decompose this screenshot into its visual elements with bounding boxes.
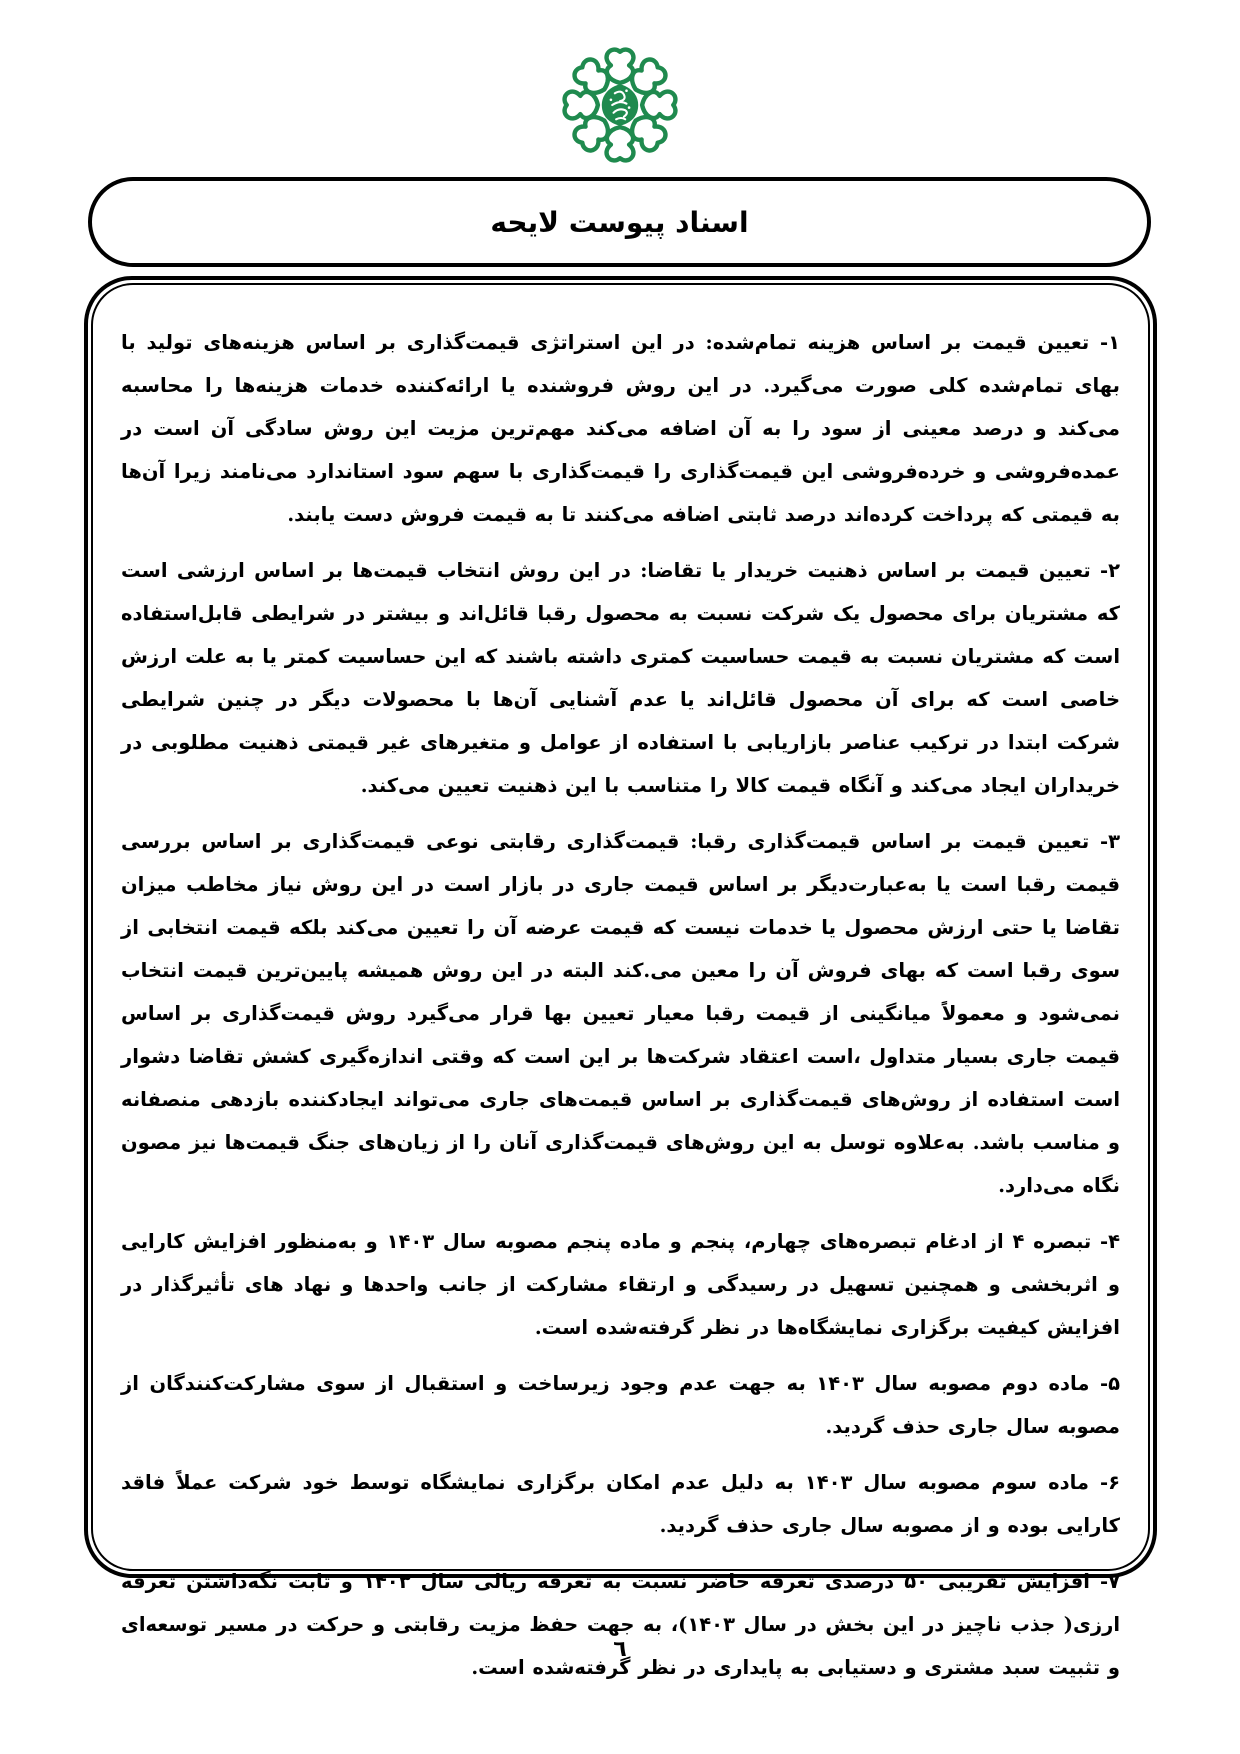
page-number: ٦ [613, 1636, 627, 1662]
title-banner [88, 177, 1151, 267]
paragraph-3: ۳- تعیین قیمت بر اساس قیمت‌گذاری رقبا: قیمت‌گذاری رقابتی نوعی قیمت‌گذاری بر اساس بررسی قیمت رقبا است یا به‌عبارت‌دیگر بر اساس قیمت جاری در بازار است در این روش نیاز مخاطب میزان تقاضا یا حتی ارزش محصول یا خدمات نیست که قیمت عرضه آن را تعیین می‌کند بلکه قیمت انتخابی از سوی رقبا است که بهای فروش آن را معین می.کند البته در این روش همیشه پایین‌ترین قیمت انتخاب نمی‌شود و معمولاً میانگینی از قیمت رقبا معیار تعیین بها قرار می‌گیرد روش قیمت‌گذاری بر اساس قیمت جاری بسیار متداول ،است اعتقاد شرکت‌ها بر این است که وقتی اندازه‌گیری کشش تقاضا دشوار است استفاده از روش‌های قیمت‌گذاری بر اساس قیمت‌های جاری می‌تواند ایجادکننده بازدهی منصفانه و مناسب باشد. به‌علاوه توسل به این روش‌های قیمت‌گذاری آنان را از زیان‌های جنگ قیمت‌ها نیز مصون نگاه می‌دارد. [121, 830, 1120, 1197]
paragraph-1: ۱- تعیین قیمت بر اساس هزینه تمام‌شده: در این استراتژی قیمت‌گذاری بر اساس هزینه‌های تولید با بهای تمام‌شده کلی صورت می‌گیرد. در این روش فروشنده یا ارائه‌کننده خدمات هزینه‌ها را محاسبه می‌کند و درصد معینی از سود را به آن اضافه می‌کند مهم‌ترین مزیت این روش سادگی آن است در عمده‌فروشی و خرده‌فروشی این قیمت‌گذاری را قیمت‌گذاری با سهم سود استاندارد می‌نامند زیرا آن‌ها به قیمتی که پرداخت کرده‌اند درصد ثابتی اضافه می‌کنند تا به قیمت فروش دست یابند. [121, 331, 1120, 526]
paragraph-6: ۶- ماده سوم مصوبه سال ۱۴۰۳ به دلیل عدم امکان برگزاری نمایشگاه توسط خود شرکت عملاً فاقد کارایی بوده و از مصوبه سال جاری حذف گردید. [121, 1471, 1120, 1537]
paragraph-4: ۴- تبصره ۴ از ادغام تبصره‌های چهارم، پنجم و ماده پنجم مصوبه سال ۱۴۰۳ و به‌منظور افزایش کارایی و اثربخشی و همچنین تسهیل در رسیدگی و ارتقاء مشارکت از جانب واحدها و نهاد های تأثیرگذار در افزایش کیفیت برگزاری نمایشگاه‌ها در نظر گرفته‌شده است. [121, 1230, 1120, 1339]
tehran-municipality-logo [550, 40, 690, 170]
page-title: اسناد پیوست لایحه [490, 205, 749, 239]
content-box [84, 276, 1157, 1679]
paragraph-7: ۷- افزایش تقریبی ۵۰ درصدی تعرفه حاضر نسبت به تعرفه ریالی سال ۱۴۰۳ و ثابت نگه‌داشتن تعرفه ارزی( جذب ناچیز در این بخش در سال ۱۴۰۳)، به جهت حفظ مزیت رقابتی و حرکت در مسیر توسعه‌ای و تثبیت سبد مشتری و دستیابی به پایداری در نظر گرفته‌شده است. [121, 1570, 1121, 1679]
content-box-inner [91, 283, 1150, 1679]
paragraph-5: ۵- ماده دوم مصوبه سال ۱۴۰۳ به جهت عدم وجود زیرساخت و استقبال از سوی مشارکت‌کنندگان از مصوبه سال جاری حذف گردید. [121, 1372, 1120, 1438]
municipality-rosette-icon [550, 40, 690, 170]
paragraph-2: ۲- تعیین قیمت بر اساس ذهنیت خریدار یا تقاضا: در این روش انتخاب قیمت‌ها بر اساس ارزشی است که مشتریان برای محصول یک شرکت نسبت به محصول رقبا قائل‌اند و بیشتر در شرایطی قابل‌استفاده است که مشتریان نسبت به قیمت حساسیت کمتری داشته باشند که این حساسیت کمتر یا به علت ارزش خاصی است که برای آن محصول قائل‌اند یا عدم آشنایی آن‌ها با محصولات دیگر در چنین شرایطی شرکت ابتدا در ترکیب عناصر بازاریابی با استفاده از عوامل و متغیرهای غیر قیمتی ذهنیت مطلوبی در خریداران ایجاد می‌کند و آنگاه قیمت کالا را متناسب با این ذهنیت تعیین می‌کند. [121, 559, 1120, 797]
